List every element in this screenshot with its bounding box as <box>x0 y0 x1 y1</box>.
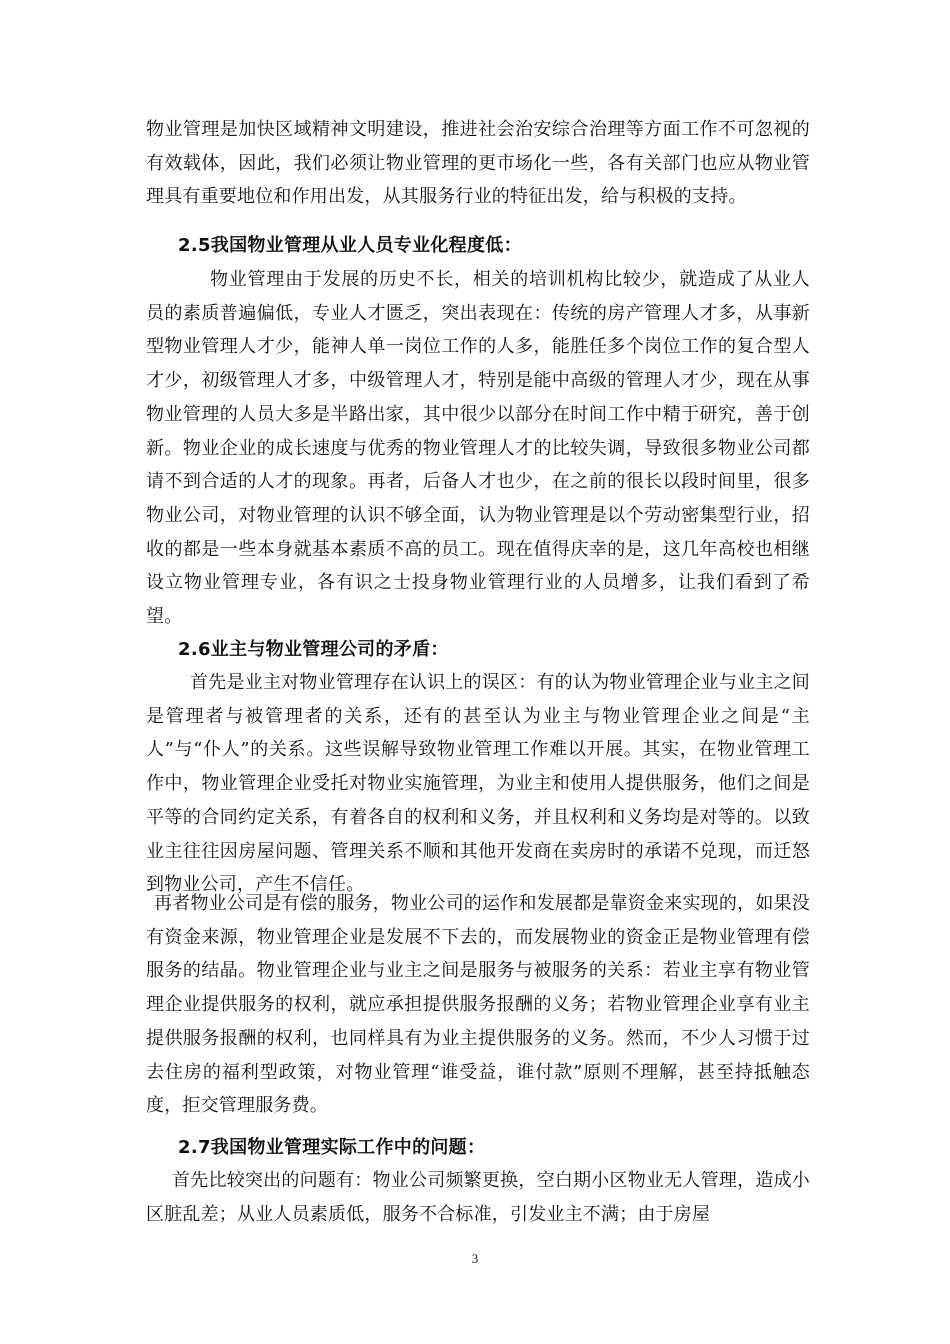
section-heading-2-5: 2.5我国物业管理从业人员专业化程度低： <box>178 235 522 256</box>
paragraph-paid-service: 再者物业公司是有偿的服务，物业公司的运作和发展都是靠资金来实现的，如果没有资金来源，物业管理企业是发展不下去的，而发展物业的资金正是物业管理有偿服务的结晶。物业管理企业与业主之间是服务与被服务的关系：若业主享有物业管理企业提供服务的权利，就应承担提供服务报酬的义务；若物业管理企业享有业主提供服务报酬的权利，也同样具有为业主提供服务的义务。然而，不少人习惯于过去住房的福利型政策，对物业管理“谁受益，谁付款”原则不理解，甚至持抵触态度，拒交管理服务费。 <box>146 893 810 1117</box>
page-number: 3 <box>471 1251 479 1266</box>
section-heading-2-6: 2.6业主与物业管理公司的矛盾： <box>178 639 449 660</box>
paragraph-civilization-carrier: 物业管理是加快区域精神文明建设，推进社会治安综合治理等方面工作不可忽视的有效载体，因此，我们必须让物业管理的更市场化一些，各有关部门也应从物业管理具有重要地位和作用出发，从其服务行业的特征出发，给与积极的支持。 <box>146 119 810 208</box>
section-heading-2-7: 2.7我国物业管理实际工作中的问题： <box>178 1137 486 1158</box>
paragraph-staff-professionalism: 物业管理由于发展的历史不长，相关的培训机构比较少，就造成了从业人员的素质普遍偏低，专业人才匮乏，突出表现在：传统的房产管理人才多，从事新型物业管理人才少，能神人单一岗位工作的人多，能胜任多个岗位工作的复合型人才少，初级管理人才多，中级管理人才，特别是能中高级的管理人才少，现在从事物业管理的人员大多是半路出家，其中很少以部分在时间工作中精于研究，善于创新。物业企业的成长速度与优秀的物业管理人才的比较失调，导致很多物业公司都请不到合适的人才的现象。再者，后备人才也少，在之前的很长以段时间里，很多物业公司，对物业管理的认识不够全面，认为物业管理是以个劳动密集型行业，招收的都是一些本身就基本素质不高的员工。现在值得庆幸的是，这几年高校也相继设立物业管理专业，各有识之士投身物业管理行业的人员增多，让我们看到了希望。 <box>146 269 810 628</box>
paragraph-practical-problems: 首先比较突出的问题有：物业公司频繁更换，空白期小区物业无人管理，造成小区脏乱差；从业人员素质低，服务不合标准，引发业主不满；由于房屋 <box>146 1170 810 1225</box>
paragraph-owner-misunderstanding: 首先是业主对物业管理存在认识上的误区：有的认为物业管理企业与业主之间是管理者与被管理者的关系，还有的甚至认为业主与物业管理企业之间是“主人”与“仆人”的关系。这些误解导致物业管理工作难以开展。其实，在物业管理工作中，物业管理企业受托对物业实施管理，为业主和使用人提供服务，他们之间是平等的合同约定关系，有着各自的权利和义务，并且权利和义务均是对等的。以致业主往往因房屋问题、管理关系不顺和其他开发商在卖房时的承诺不兑现，而迁怒到物业公司，产生不信任。 <box>146 672 810 896</box>
